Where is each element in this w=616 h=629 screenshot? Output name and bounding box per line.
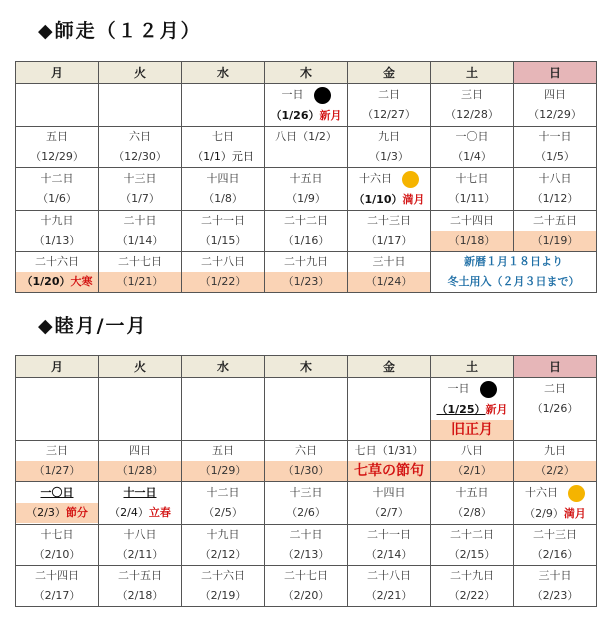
day-cell [265, 482, 348, 525]
lunar-day: 二十五日 [118, 569, 162, 582]
date: （12/28） [445, 108, 499, 121]
date: （1/18） [431, 231, 513, 251]
day-cell [431, 525, 514, 566]
day-cell [16, 441, 99, 482]
weekday-header-row [16, 356, 597, 378]
lunar-day: 十一日 [123, 486, 157, 499]
lunar-day: 二十九日 [284, 255, 328, 268]
lunar-new-year: 旧正月 [431, 420, 513, 440]
week-row [16, 566, 597, 607]
lunar-day: 三日 [461, 88, 483, 101]
date: （1/30） [265, 461, 347, 481]
day-cell [182, 525, 265, 566]
lunar-day: 二十二日 [450, 528, 494, 541]
header-tue: 火 [99, 62, 182, 84]
date: （12/29） [528, 108, 582, 121]
day-cell [514, 378, 597, 441]
lunar-day: 二十三日 [533, 528, 577, 541]
lunar-day: 二十四日 [450, 214, 494, 227]
date: （2/11） [116, 548, 164, 561]
day-cell [182, 168, 265, 211]
header-mon: 月 [16, 62, 99, 84]
empty-cell [182, 84, 265, 127]
date: （1/23） [265, 272, 347, 292]
lunar-day-and-date: 八日（1/2） [275, 130, 337, 143]
date: （1/15） [199, 234, 247, 247]
date: （12/27） [362, 108, 416, 121]
day-cell [514, 482, 597, 525]
lunar-day: 十四日 [372, 486, 406, 499]
date: （1/1）元日 [192, 150, 254, 163]
date: （1/29） [182, 461, 264, 481]
date: （2/12） [199, 548, 247, 561]
date: （2/2） [514, 461, 596, 481]
day-cell [265, 211, 348, 252]
date: （1/3） [369, 150, 409, 163]
date: （1/11） [448, 192, 496, 205]
day-cell [514, 566, 597, 607]
lunar-day: 四日 [544, 88, 566, 101]
nanakusa-festival: 七草の節句 [348, 461, 430, 481]
day-cell [265, 127, 348, 168]
day-cell [348, 566, 431, 607]
new-moon-icon [480, 381, 497, 398]
header-sun: 日 [514, 62, 597, 84]
moon-note: 新月 [485, 403, 508, 416]
date: （2/13） [282, 548, 330, 561]
weekday-header-row [16, 62, 597, 84]
week-row [16, 482, 597, 525]
lunar-day: 十六日 [359, 172, 392, 185]
day-cell [99, 252, 182, 293]
lunar-day: 二十一日 [367, 528, 411, 541]
lunar-day: 五日 [212, 444, 234, 457]
date: （12/30） [113, 150, 167, 163]
date: （1/25） [436, 403, 486, 416]
day-cell [431, 482, 514, 525]
lunar-day: 二十八日 [367, 569, 411, 582]
date: （2/6） [286, 506, 326, 519]
day-cell [514, 525, 597, 566]
lunar-day: 十六日 [525, 486, 558, 499]
day-cell [514, 211, 597, 252]
day-cell [348, 441, 431, 482]
date: （1/22） [182, 272, 264, 292]
day-cell [265, 441, 348, 482]
lunar-day-and-date: 七日（1/31） [354, 444, 424, 457]
day-cell [16, 525, 99, 566]
date: （12/29） [30, 150, 84, 163]
lunar-day: 二日 [544, 382, 566, 395]
day-cell [348, 211, 431, 252]
january-calendar [15, 355, 597, 607]
date: （2/7） [369, 506, 409, 519]
week-row [16, 211, 597, 252]
lunar-day: 二十七日 [284, 569, 328, 582]
lunar-day: 十四日 [206, 172, 240, 185]
december-heading: ◆師走（１２月） [38, 20, 202, 42]
empty-cell [348, 378, 431, 441]
date: （1/20） [21, 275, 71, 288]
date: （1/5） [535, 150, 575, 163]
week-row [16, 378, 597, 441]
header-wed: 水 [182, 356, 265, 378]
lunar-day: 二十日 [123, 214, 157, 227]
solar-term: 大寒 [70, 275, 93, 288]
date: （2/19） [199, 589, 247, 602]
header-tue: 火 [99, 356, 182, 378]
header-sun: 日 [514, 356, 597, 378]
lunar-day: 一日 [447, 382, 470, 395]
date: （1/6） [37, 192, 77, 205]
date: （1/9） [286, 192, 326, 205]
lunar-day: 十九日 [206, 528, 240, 541]
lunar-day: 七日 [212, 130, 234, 143]
date: （1/27） [16, 461, 98, 481]
week-row [16, 168, 597, 211]
day-cell [16, 482, 99, 525]
header-wed: 水 [182, 62, 265, 84]
date: （2/10） [33, 548, 81, 561]
day-cell [99, 441, 182, 482]
day-cell [348, 252, 431, 293]
lunar-day: 二十四日 [35, 569, 79, 582]
lunar-day: 十一日 [538, 130, 572, 143]
day-cell [514, 441, 597, 482]
date: （1/16） [282, 234, 330, 247]
header-thu: 木 [265, 62, 348, 84]
date: （1/17） [365, 234, 413, 247]
week-row [16, 84, 597, 127]
day-cell [431, 84, 514, 127]
day-cell [265, 252, 348, 293]
new-moon-icon [314, 87, 331, 104]
date: （2/20） [282, 589, 330, 602]
january-heading: ◆睦月/一月 [38, 315, 148, 337]
date: （2/21） [365, 589, 413, 602]
week-row [16, 525, 597, 566]
week-row [16, 252, 597, 293]
day-cell [99, 211, 182, 252]
lunar-day: 十九日 [40, 214, 74, 227]
day-cell [16, 252, 99, 293]
day-cell [265, 525, 348, 566]
lunar-day: 二十日 [289, 528, 323, 541]
moon-note: 満月 [563, 507, 586, 520]
lunar-day: 二十五日 [533, 214, 577, 227]
lunar-day: 十八日 [538, 172, 572, 185]
lunar-day: 四日 [129, 444, 151, 457]
lunar-day: 二日 [378, 88, 400, 101]
day-cell [16, 168, 99, 211]
december-calendar [15, 61, 597, 293]
lunar-day: 一日 [281, 88, 304, 101]
lunar-day: 二十六日 [201, 569, 245, 582]
day-cell [431, 168, 514, 211]
lunar-day: 六日 [295, 444, 317, 457]
date: （2/5） [203, 506, 243, 519]
lunar-day: 十三日 [289, 486, 323, 499]
solar-term: 立春 [148, 506, 171, 519]
full-moon-icon [402, 171, 419, 188]
lunar-day: 六日 [129, 130, 151, 143]
day-cell [16, 211, 99, 252]
day-cell [348, 84, 431, 127]
empty-cell [16, 84, 99, 127]
lunar-day: 二十三日 [367, 214, 411, 227]
day-cell [265, 84, 348, 127]
day-cell [265, 168, 348, 211]
doyo-note-cell [431, 252, 597, 293]
date: （2/22） [448, 589, 496, 602]
day-cell [16, 127, 99, 168]
date: （1/21） [99, 272, 181, 292]
date: （2/17） [33, 589, 81, 602]
lunar-day: 二十一日 [201, 214, 245, 227]
lunar-day: 十五日 [289, 172, 323, 185]
lunar-day: 十二日 [40, 172, 74, 185]
date: （1/13） [33, 234, 81, 247]
date: （2/23） [531, 589, 579, 602]
date: （2/4） [109, 506, 149, 519]
lunar-day: 五日 [46, 130, 68, 143]
date: （1/4） [452, 150, 492, 163]
date: （2/3） [26, 506, 66, 519]
lunar-day: 三十日 [372, 255, 406, 268]
moon-note: 新月 [319, 109, 342, 122]
day-cell [431, 566, 514, 607]
date: （1/26） [531, 402, 579, 415]
week-row [16, 441, 597, 482]
empty-cell [16, 378, 99, 441]
date: （2/16） [531, 548, 579, 561]
date: （1/8） [203, 192, 243, 205]
lunar-day: 三日 [46, 444, 68, 457]
date: （2/18） [116, 589, 164, 602]
day-cell [99, 127, 182, 168]
date: （2/8） [452, 506, 492, 519]
lunar-day: 二十八日 [201, 255, 245, 268]
header-sat: 土 [431, 356, 514, 378]
date: （2/14） [365, 548, 413, 561]
lunar-day: 十五日 [455, 486, 489, 499]
lunar-day: 十七日 [455, 172, 489, 185]
lunar-day: 一〇日 [455, 130, 489, 143]
date: （2/15） [448, 548, 496, 561]
empty-cell [99, 378, 182, 441]
header-fri: 金 [348, 62, 431, 84]
header-sat: 土 [431, 62, 514, 84]
empty-cell [265, 378, 348, 441]
day-cell [99, 566, 182, 607]
lunar-day: 十二日 [206, 486, 240, 499]
date: （1/12） [531, 192, 579, 205]
day-cell [431, 211, 514, 252]
lunar-day: 二十九日 [450, 569, 494, 582]
date: （2/1） [431, 461, 513, 481]
day-cell [514, 127, 597, 168]
lunar-day: 八日 [461, 444, 483, 457]
day-cell [431, 378, 514, 441]
lunar-day: 九日 [378, 130, 400, 143]
lunar-day: 九日 [544, 444, 566, 457]
day-cell [514, 168, 597, 211]
date: （1/26） [270, 109, 320, 122]
date: （1/24） [348, 272, 430, 292]
day-cell [99, 168, 182, 211]
day-cell [348, 168, 431, 211]
full-moon-icon [568, 485, 585, 502]
date: （1/28） [99, 461, 181, 481]
lunar-day: 三十日 [538, 569, 572, 582]
day-cell [431, 441, 514, 482]
lunar-day: 一〇日 [40, 486, 74, 499]
header-mon: 月 [16, 356, 99, 378]
lunar-day: 十七日 [40, 528, 74, 541]
lunar-day: 二十六日 [35, 255, 79, 268]
day-cell [348, 482, 431, 525]
day-cell [182, 252, 265, 293]
date: （1/19） [514, 231, 596, 251]
day-cell [182, 482, 265, 525]
day-cell [431, 127, 514, 168]
day-cell [99, 482, 182, 525]
lunar-day: 二十七日 [118, 255, 162, 268]
empty-cell [182, 378, 265, 441]
moon-note: 満月 [402, 193, 425, 206]
lunar-day: 十三日 [123, 172, 157, 185]
date: （2/9） [524, 507, 564, 520]
date: （1/10） [353, 193, 403, 206]
lunar-day: 十八日 [123, 528, 157, 541]
lunar-day: 二十二日 [284, 214, 328, 227]
day-cell [182, 566, 265, 607]
day-cell [514, 84, 597, 127]
empty-cell [99, 84, 182, 127]
header-thu: 木 [265, 356, 348, 378]
solar-term: 節分 [65, 506, 88, 519]
date: （1/14） [116, 234, 164, 247]
day-cell [182, 127, 265, 168]
day-cell [16, 566, 99, 607]
date: （1/7） [120, 192, 160, 205]
day-cell [265, 566, 348, 607]
day-cell [99, 525, 182, 566]
doyo-note-line1: 新暦１月１８日より [464, 255, 563, 268]
doyo-note-line2: 冬土用入（２月３日まで） [447, 275, 580, 288]
day-cell [182, 211, 265, 252]
header-fri: 金 [348, 356, 431, 378]
day-cell [348, 525, 431, 566]
day-cell [348, 127, 431, 168]
week-row [16, 127, 597, 168]
day-cell [182, 441, 265, 482]
